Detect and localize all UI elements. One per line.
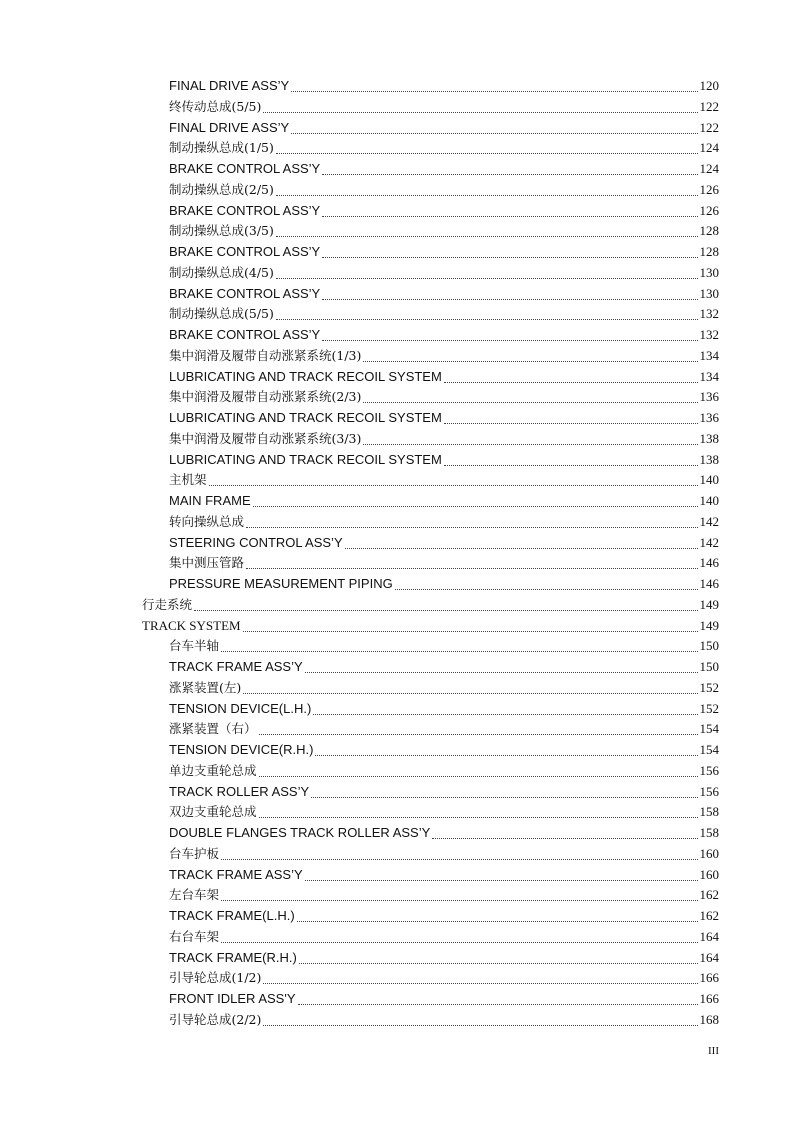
toc-entry[interactable]	[169, 678, 719, 698]
toc-entry[interactable]	[169, 782, 719, 802]
toc-entry-page: 138	[699, 451, 719, 467]
toc-entry[interactable]	[169, 387, 719, 407]
toc-entry-title: TENSION DEVICE(R.H.)	[169, 742, 314, 757]
page-number: III	[708, 1045, 719, 1057]
toc-entry[interactable]	[169, 948, 719, 968]
dot-leader	[263, 983, 697, 984]
toc-entry-title: 左台车架	[169, 887, 220, 903]
dot-leader	[263, 1025, 697, 1026]
dot-leader	[276, 319, 698, 320]
toc-entry-page: 150	[699, 659, 719, 674]
dot-leader	[305, 880, 698, 881]
toc-entry[interactable]	[142, 595, 719, 615]
toc-entry-title: TRACK ROLLER ASS’Y	[169, 783, 310, 799]
toc-entry[interactable]	[169, 221, 719, 241]
toc-entry[interactable]	[169, 242, 719, 262]
dot-leader	[276, 153, 698, 154]
toc-entry[interactable]	[169, 325, 719, 345]
toc-entry-title: 主机架	[169, 472, 207, 488]
toc-entry-page: 132	[699, 306, 719, 322]
dot-leader	[395, 589, 698, 590]
toc-entry-page: 160	[699, 866, 719, 882]
toc-entry-title: 引导轮总成(1/2)	[169, 970, 262, 986]
toc-entry[interactable]	[169, 1010, 719, 1030]
dot-leader	[246, 568, 697, 569]
toc-entry[interactable]	[169, 470, 719, 490]
toc-entry-page: 149	[699, 596, 719, 612]
toc-entry-title: TRACK FRAME(L.H.)	[169, 908, 295, 923]
toc-entry[interactable]	[169, 533, 719, 553]
toc-entry[interactable]	[169, 201, 719, 221]
toc-entry[interactable]	[169, 553, 719, 573]
toc-entry-title: 右台车架	[169, 928, 220, 944]
toc-entry[interactable]	[169, 657, 719, 677]
dot-leader	[221, 651, 697, 652]
dot-leader	[263, 112, 697, 113]
dot-leader	[444, 382, 698, 383]
dot-leader	[298, 1004, 698, 1005]
dot-leader	[444, 423, 698, 424]
toc-entry-title: DOUBLE FLANGES TRACK ROLLER ASS’Y	[169, 825, 431, 840]
toc-entry-page: 164	[699, 928, 719, 944]
toc-entry-page: 136	[699, 389, 719, 405]
toc-entry-title: 制动操纵总成(1/5)	[169, 140, 274, 156]
toc-entry-page: 149	[699, 617, 719, 633]
toc-entry[interactable]	[169, 408, 719, 428]
toc-entry-page: 142	[699, 513, 719, 529]
toc-entry[interactable]	[169, 367, 719, 387]
toc-entry-title: LUBRICATING AND TRACK RECOIL SYSTEM	[169, 451, 442, 467]
toc-entry[interactable]	[169, 802, 719, 822]
toc-entry[interactable]	[169, 180, 719, 200]
toc-entry-page: 126	[699, 181, 719, 197]
toc-entry[interactable]	[169, 823, 719, 843]
toc-entry-title: TRACK FRAME ASS’Y	[169, 866, 303, 882]
toc-entry-title: 转向操纵总成	[169, 513, 245, 529]
toc-entry[interactable]	[169, 512, 719, 532]
toc-entry-page: 122	[699, 119, 719, 135]
toc-entry-page: 162	[699, 887, 719, 903]
toc-entry[interactable]	[169, 761, 719, 781]
dot-leader	[311, 797, 697, 798]
toc-entry-title: 台车半轴	[169, 638, 220, 654]
toc-entry-title: FINAL DRIVE ASS’Y	[169, 119, 290, 135]
dot-leader	[243, 631, 698, 632]
toc-entry[interactable]	[169, 159, 719, 179]
toc-entry-page: 122	[699, 98, 719, 114]
toc-entry-page: 152	[699, 679, 719, 695]
dot-leader	[259, 817, 698, 818]
toc-entry-title: TRACK SYSTEM	[142, 617, 241, 633]
toc-entry-page: 166	[699, 970, 719, 986]
dot-leader	[322, 299, 697, 300]
toc-entry-title: 台车护板	[169, 845, 220, 861]
toc-entry[interactable]	[169, 906, 719, 926]
toc-entry-page: 156	[699, 783, 719, 799]
toc-entry-page: 154	[699, 721, 719, 737]
toc-entry-title: 集中润滑及履带自动涨紧系统(1/3)	[169, 347, 362, 363]
dot-leader	[276, 195, 698, 196]
toc-entry-page: 124	[699, 161, 719, 176]
dot-leader	[313, 714, 697, 715]
toc-entry-page: 146	[699, 576, 719, 591]
toc-entry-page: 150	[699, 638, 719, 654]
toc-entry-title: LUBRICATING AND TRACK RECOIL SYSTEM	[169, 410, 442, 425]
toc-entry[interactable]	[169, 989, 719, 1009]
dot-leader	[221, 942, 697, 943]
dot-leader	[305, 672, 698, 673]
toc-entry-page: 166	[699, 991, 719, 1006]
toc-entry[interactable]	[169, 719, 719, 739]
toc-entry-title: 制动操纵总成(3/5)	[169, 223, 274, 239]
toc-entry-page: 128	[699, 223, 719, 239]
toc-entry-title: BRAKE CONTROL ASS’Y	[169, 327, 321, 342]
toc-entry[interactable]	[169, 636, 719, 656]
toc-entry-page: 154	[699, 742, 719, 757]
toc-entry-title: TRACK FRAME(R.H.)	[169, 949, 297, 965]
toc-entry-title: PRESSURE MEASUREMENT PIPING	[169, 576, 393, 591]
toc-entry-page: 162	[699, 908, 719, 923]
toc-entry[interactable]	[169, 927, 719, 947]
dot-leader	[432, 838, 697, 839]
toc-entry-title: 涨紧装置(左)	[169, 679, 242, 695]
toc-entry[interactable]	[169, 138, 719, 158]
toc-entry-page: 142	[699, 534, 719, 550]
dot-leader	[276, 236, 698, 237]
toc-entry-title: TRACK FRAME ASS’Y	[169, 659, 303, 674]
toc-entry-page: 124	[699, 140, 719, 156]
dot-leader	[259, 776, 698, 777]
toc-entry-title: MAIN FRAME	[169, 493, 251, 508]
toc-entry[interactable]	[169, 429, 719, 449]
toc-entry-page: 158	[699, 825, 719, 840]
dot-leader	[315, 755, 697, 756]
toc-entry[interactable]	[169, 574, 719, 594]
toc-entry-page: 126	[699, 202, 719, 218]
toc-entry-title: 制动操纵总成(4/5)	[169, 264, 274, 280]
toc-entry-page: 134	[699, 368, 719, 384]
toc-entry-title: FINAL DRIVE ASS’Y	[169, 78, 290, 93]
toc-entry[interactable]	[169, 844, 719, 864]
toc-entry[interactable]	[169, 885, 719, 905]
dot-leader	[363, 361, 697, 362]
toc-entry-title: 制动操纵总成(5/5)	[169, 306, 274, 322]
toc-entry[interactable]	[169, 346, 719, 366]
toc-entry-page: 164	[699, 949, 719, 965]
dot-leader	[243, 693, 697, 694]
toc-entry-title: TENSION DEVICE(L.H.)	[169, 700, 312, 716]
toc-entry-title: 双边支重轮总成	[169, 804, 257, 820]
toc-entry[interactable]	[169, 740, 719, 760]
toc-entry-page: 156	[699, 762, 719, 778]
dot-leader	[209, 485, 698, 486]
dot-leader	[259, 734, 698, 735]
toc-entry-page: 134	[699, 347, 719, 363]
dot-leader	[363, 444, 697, 445]
toc-entry-page: 130	[699, 264, 719, 280]
dot-leader	[322, 216, 697, 217]
toc-entry-title: FRONT IDLER ASS'Y	[169, 991, 296, 1006]
dot-leader	[345, 548, 698, 549]
toc-entry-title: 单边支重轮总成	[169, 762, 257, 778]
toc-entry-title: BRAKE CONTROL ASS’Y	[169, 202, 321, 218]
toc-entry-title: BRAKE CONTROL ASS’Y	[169, 244, 321, 259]
toc-entry-page: 128	[699, 244, 719, 259]
dot-leader	[322, 257, 697, 258]
toc-entry[interactable]	[169, 304, 719, 324]
dot-leader	[276, 278, 698, 279]
dot-leader	[297, 921, 698, 922]
toc-entry-title: BRAKE CONTROL ASS’Y	[169, 161, 321, 176]
toc-entry[interactable]	[169, 699, 719, 719]
toc-entry[interactable]	[169, 865, 719, 885]
toc-entry-page: 130	[699, 285, 719, 301]
toc-entry-title: 集中润滑及履带自动涨紧系统(2/3)	[169, 389, 362, 405]
toc-entry-page: 138	[699, 430, 719, 446]
toc-entry-title: 涨紧装置（右）	[169, 721, 257, 737]
toc-entry-page: 140	[699, 472, 719, 488]
dot-leader	[363, 402, 697, 403]
toc-entry-title: STEERING CONTROL ASS’Y	[169, 534, 343, 550]
toc-entry[interactable]	[169, 491, 719, 511]
toc-entry-title: 终传动总成(5/5)	[169, 98, 262, 114]
dot-leader	[221, 859, 697, 860]
dot-leader	[291, 133, 697, 134]
toc-entry-page: 120	[699, 78, 719, 93]
toc-entry-page: 146	[699, 555, 719, 571]
toc-entry[interactable]	[142, 616, 719, 636]
toc-entry[interactable]	[169, 450, 719, 470]
toc-entry-page: 158	[699, 804, 719, 820]
toc-entry-title: 制动操纵总成(2/5)	[169, 181, 274, 197]
toc-entry-page: 160	[699, 845, 719, 861]
toc-entry[interactable]	[169, 76, 719, 96]
toc-entry[interactable]	[169, 284, 719, 304]
toc-entry[interactable]	[169, 118, 719, 138]
toc-entry-title: 集中测压管路	[169, 555, 245, 571]
toc-entry-page: 132	[699, 327, 719, 342]
toc-entry-title: 集中润滑及履带自动涨紧系统(3/3)	[169, 430, 362, 446]
dot-leader	[253, 506, 698, 507]
toc-entry-page: 168	[699, 1011, 719, 1027]
toc-entry-page: 152	[699, 700, 719, 716]
dot-leader	[194, 610, 697, 611]
toc-entry[interactable]	[169, 263, 719, 283]
toc-entry[interactable]	[169, 968, 719, 988]
dot-leader	[322, 174, 697, 175]
toc-entry-title: 行走系统	[142, 596, 193, 612]
dot-leader	[444, 465, 698, 466]
toc-entry-title: 引导轮总成(2/2)	[169, 1011, 262, 1027]
toc-entry-title: LUBRICATING AND TRACK RECOIL SYSTEM	[169, 368, 442, 384]
dot-leader	[322, 340, 697, 341]
toc-entry-page: 140	[699, 493, 719, 508]
toc-entry-title: BRAKE CONTROL ASS’Y	[169, 285, 321, 301]
dot-leader	[291, 91, 697, 92]
dot-leader	[299, 963, 698, 964]
toc-entry-page: 136	[699, 410, 719, 425]
dot-leader	[246, 527, 697, 528]
dot-leader	[221, 900, 697, 901]
toc-entry[interactable]	[169, 97, 719, 117]
